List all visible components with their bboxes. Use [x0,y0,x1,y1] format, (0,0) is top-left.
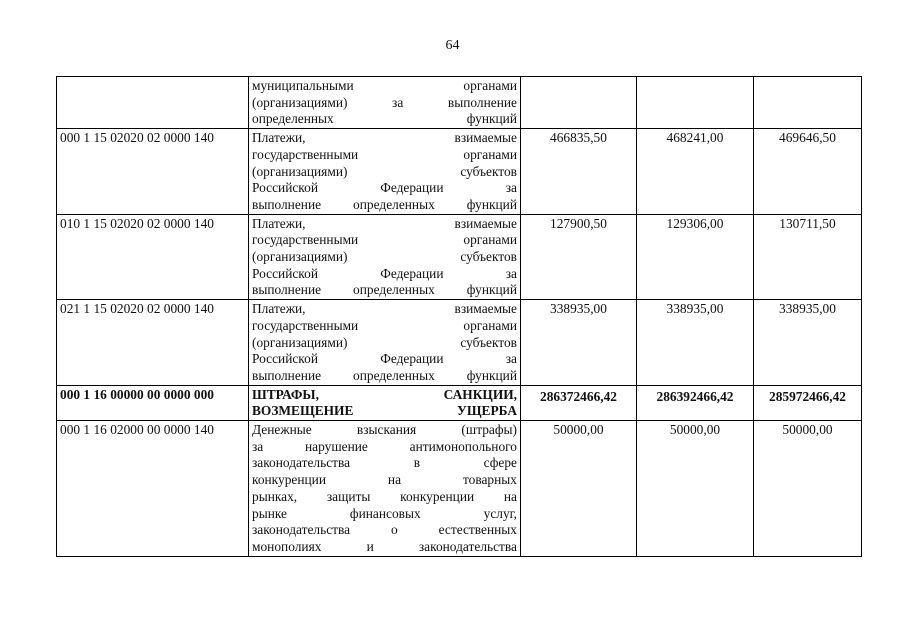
table-row [57,300,862,386]
income-name-text [252,301,517,385]
amount-year-2-cell: 468241,00 [637,129,754,215]
income-name-line: государственными органами [252,317,517,333]
amount-year-2-cell [637,77,754,129]
income-name-line: законодательства в сфере [252,455,517,471]
income-name-line: законодательства о естественных [252,522,517,538]
amount-year-3-cell: 469646,50 [754,129,862,215]
budget-code-cell: 000 1 15 02020 02 0000 140 [57,129,249,215]
income-name-cell [249,214,521,300]
income-name-line: выполнение определенных функций [252,367,517,383]
amount-year-1-cell: 466835,50 [521,129,637,215]
income-name-cell [249,77,521,129]
income-name-line: Российской Федерации за [252,351,517,367]
income-name-line: (организациями) за выполнение [252,94,517,110]
income-name-line: ВОЗМЕЩЕНИЕ УЩЕРБА [252,403,517,419]
income-name-line: Платежи, взимаемые [252,215,517,231]
income-name-line: Платежи, взимаемые [252,130,517,146]
budget-code-cell [57,77,249,129]
income-name-line: (организациями) субъектов [252,163,517,179]
income-name-line: монополиях и законодательства [252,538,517,554]
budget-code-cell: 000 1 16 02000 00 0000 140 [57,421,249,557]
income-name-line: государственными органами [252,146,517,162]
table-row [57,129,862,215]
income-name-line: муниципальными органами [252,78,517,93]
amount-year-2-cell: 50000,00 [637,421,754,557]
budget-code-cell: 010 1 15 02020 02 0000 140 [57,214,249,300]
amount-year-3-cell: 338935,00 [754,300,862,386]
income-name-line: Денежные взыскания (штрафы) [252,422,517,438]
amount-year-1-cell [521,77,637,129]
budget-table-body [57,77,862,557]
income-name-line: конкуренции на товарных [252,472,517,488]
income-name-line: государственными органами [252,232,517,248]
amount-year-2-cell: 286392466,42 [637,385,754,420]
income-name-line: рынке финансовых услуг, [252,505,517,521]
income-name-cell [249,129,521,215]
income-name-text [252,78,517,128]
income-name-text [252,130,517,214]
income-name-line: выполнение определенных функций [252,196,517,212]
budget-code-cell: 021 1 15 02020 02 0000 140 [57,300,249,386]
amount-year-1-cell: 50000,00 [521,421,637,557]
income-name-line: рынках, защиты конкуренции на [252,488,517,504]
income-name-line: Российской Федерации за [252,265,517,281]
amount-year-3-cell: 130711,50 [754,214,862,300]
budget-table [56,76,862,557]
income-name-line: (организациями) субъектов [252,334,517,350]
table-row [57,385,862,420]
amount-year-3-cell [754,77,862,129]
table-row [57,77,862,129]
income-name-line: определенных функций [252,111,517,127]
income-name-cell [249,300,521,386]
amount-year-1-cell: 286372466,42 [521,385,637,420]
income-name-text [252,216,517,300]
income-name-line: Российской Федерации за [252,180,517,196]
amount-year-3-cell: 285972466,42 [754,385,862,420]
income-name-text [252,387,517,420]
table-row [57,214,862,300]
table-row [57,421,862,557]
income-name-line: ШТРАФЫ, САНКЦИИ, [252,386,517,402]
amount-year-1-cell: 127900,50 [521,214,637,300]
amount-year-2-cell: 338935,00 [637,300,754,386]
income-name-line: (организациями) субъектов [252,249,517,265]
page-number: 64 [445,38,460,53]
income-name-cell [249,385,521,420]
amount-year-3-cell: 50000,00 [754,421,862,557]
income-name-text [252,422,517,556]
income-name-line: выполнение определенных функций [252,282,517,298]
income-name-line: за нарушение антимонопольного [252,438,517,454]
income-name-cell [249,421,521,557]
income-name-line: Платежи, взимаемые [252,301,517,317]
amount-year-1-cell: 338935,00 [521,300,637,386]
amount-year-2-cell: 129306,00 [637,214,754,300]
budget-code-cell: 000 1 16 00000 00 0000 000 [57,385,249,420]
